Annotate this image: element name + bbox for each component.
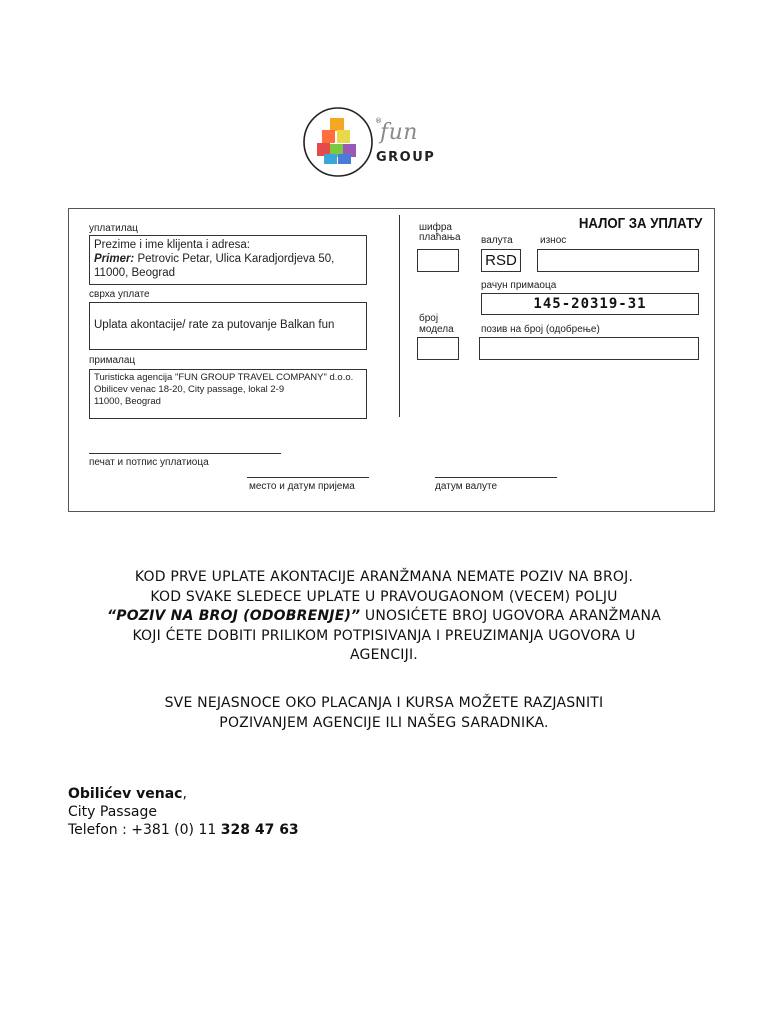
purpose-field[interactable]: [89, 302, 367, 350]
currency-value: RSD: [485, 252, 517, 269]
stamp-signature-label: печат и потпис уплатиоца: [89, 457, 209, 468]
slip-divider: [399, 215, 400, 417]
purpose-text: Uplata akontacije/ rate za putovanje Balkan fun: [94, 319, 335, 331]
logo-cubes-icon: [302, 102, 376, 184]
payer-line-3: 11000, Beograd: [94, 267, 175, 279]
contact-phone-number[interactable]: 328 47 63: [220, 822, 299, 838]
recipient-account-field[interactable]: [481, 293, 699, 315]
place-date-label: место и датум пријема: [249, 481, 355, 492]
payer-example-label: Primer:: [94, 253, 135, 265]
amount-label: износ: [540, 235, 567, 246]
payment-code-label: шифра плаћања: [419, 222, 461, 243]
recipient-label: прималац: [89, 355, 136, 366]
notice1-line4: KOJI ĆETE DOBITI PRILIKOM POTPISIVANJA I PREUZIMANJA UGOVORA U: [132, 627, 636, 644]
currency-label: валута: [481, 235, 513, 246]
notice-questions: [60, 694, 708, 733]
notice1-field-name: “POZIV NA BROJ (ODOBRENJE)”: [107, 608, 361, 624]
recipient-line-1: Turisticka agencija "FUN GROUP TRAVEL COMPANY" d.o.o.: [94, 372, 354, 383]
logo-registered-mark: ®: [375, 117, 382, 125]
notice1-line1: KOD PRVE UPLATE AKONTACIJE ARANŽMANA NEMATE POZIV NA BROJ.: [134, 569, 634, 585]
payment-slip: [68, 208, 715, 512]
purpose-label: сврха уплате: [89, 289, 150, 300]
notice1-line5: AGENCIJI.: [350, 647, 418, 663]
notice1-line3: “POZIV NA BROJ (ODOBRENJE)” UNOSIĆETE BROJ UGOVORA ARANŽMANA: [107, 608, 661, 624]
recipient-line-2: Obilicev venac 18-20, City passage, lokal 2-9: [94, 384, 285, 395]
payer-label: уплатилац: [89, 223, 138, 234]
model-number-field[interactable]: [417, 337, 459, 360]
recipient-field[interactable]: [89, 369, 367, 419]
notice-first-payment: [60, 568, 708, 666]
payer-line-1: Prezime i ime klijenta i adresa:: [94, 239, 250, 251]
contact-info: Obilićev venac, City Passage Telefon : +381 (0) 11 328 47 63: [68, 786, 299, 838]
recipient-account-label: рачун примаоца: [481, 280, 557, 291]
value-date-label: датум валуте: [435, 481, 498, 492]
logo-subtitle: GROUP: [376, 150, 436, 165]
notice2-line1: SVE NEJASNOCE OKO PLACANJA I KURSA MOŽETE RAZJASNITI: [164, 695, 604, 711]
model-number-label: број модела: [419, 313, 454, 335]
signature-line: [89, 453, 281, 454]
reference-number-label: позив на број (одобрење): [481, 324, 600, 335]
recipient-line-3: 11000, Beograd: [94, 396, 161, 407]
contact-place: City Passage: [68, 804, 157, 820]
contact-street: Obilićev venac: [68, 786, 183, 802]
reference-number-field[interactable]: [479, 337, 699, 360]
fun-group-logo: [302, 100, 452, 186]
slip-title: НАЛОГ ЗА УПЛАТУ: [578, 215, 702, 232]
amount-field[interactable]: [537, 249, 699, 272]
payer-line-2: Petrovic Petar, Ulica Karadjordjeva 50,: [137, 253, 335, 265]
notice1-line2: KOD SVAKE SLEDECE UPLATE U PRAVOUGAONOM (VECEM) POLJU: [150, 588, 618, 605]
value-date-line: [435, 477, 557, 478]
payment-code-field[interactable]: [417, 249, 459, 272]
place-date-line: [247, 477, 369, 478]
currency-field[interactable]: [481, 249, 521, 272]
notice2-line2: POZIVANJEM AGENCIJE ILI NAŠEG SARADNIKA.: [219, 714, 549, 731]
payer-field[interactable]: [89, 235, 367, 285]
contact-phone: Telefon : +381 (0) 11 328 47 63: [68, 822, 299, 838]
logo-word: fun: [380, 120, 418, 145]
recipient-account-value: 145-20319-31: [533, 296, 647, 312]
